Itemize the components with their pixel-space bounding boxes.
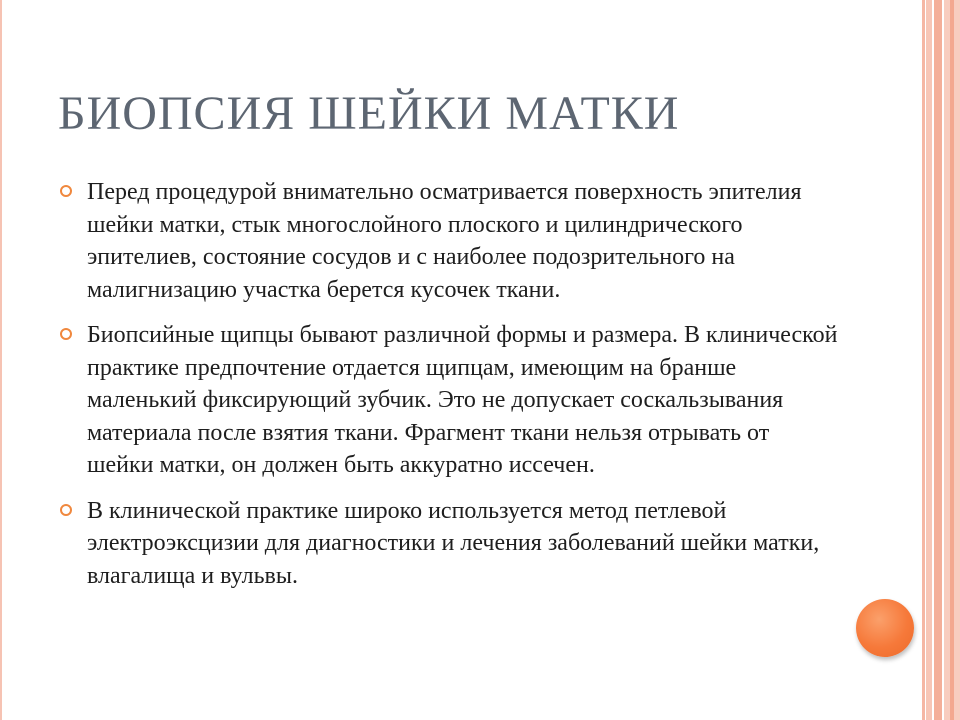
bullet-circle-icon <box>60 328 72 340</box>
bullet-list <box>60 176 840 605</box>
bullet-text: Перед процедурой внимательно осматривается поверхность эпителия шейки матки, стык многослойного плоского и цилиндрического эпителиев, состояние сосудов и с наиболее подозрительного на малигнизацию участка берется кусочек ткани. <box>87 179 802 303</box>
decorative-stripe <box>926 0 932 720</box>
bullet-circle-icon <box>60 185 72 197</box>
bullet-item <box>60 176 840 306</box>
decorative-stripe <box>922 0 925 720</box>
decorative-stripe <box>934 0 942 720</box>
decorative-orange-circle <box>856 599 914 657</box>
bullet-item <box>60 495 840 593</box>
bullet-circle-icon <box>60 504 72 516</box>
slide-title: БИОПСИЯ ШЕЙКИ МАТКИ <box>58 87 680 140</box>
bullet-text: В клинической практике широко используется метод петлевой электроэксцизии для диагностики и лечения заболеваний шейки матки, влагалища и вульвы. <box>87 497 820 589</box>
bullet-item <box>60 319 840 482</box>
left-border-line <box>0 0 2 720</box>
bullet-text: Биопсийные щипцы бывают различной формы и размера. В клинической практике предпочтение отдается щипцам, имеющим на бранше маленький фиксирующий зубчик. Это не допускает соскальзывания материала после взятия ткани. Фрагмент ткани нельзя отрывать от шейки матки, он должен быть аккуратно иссечен. <box>87 322 838 478</box>
decorative-stripe <box>950 0 954 720</box>
